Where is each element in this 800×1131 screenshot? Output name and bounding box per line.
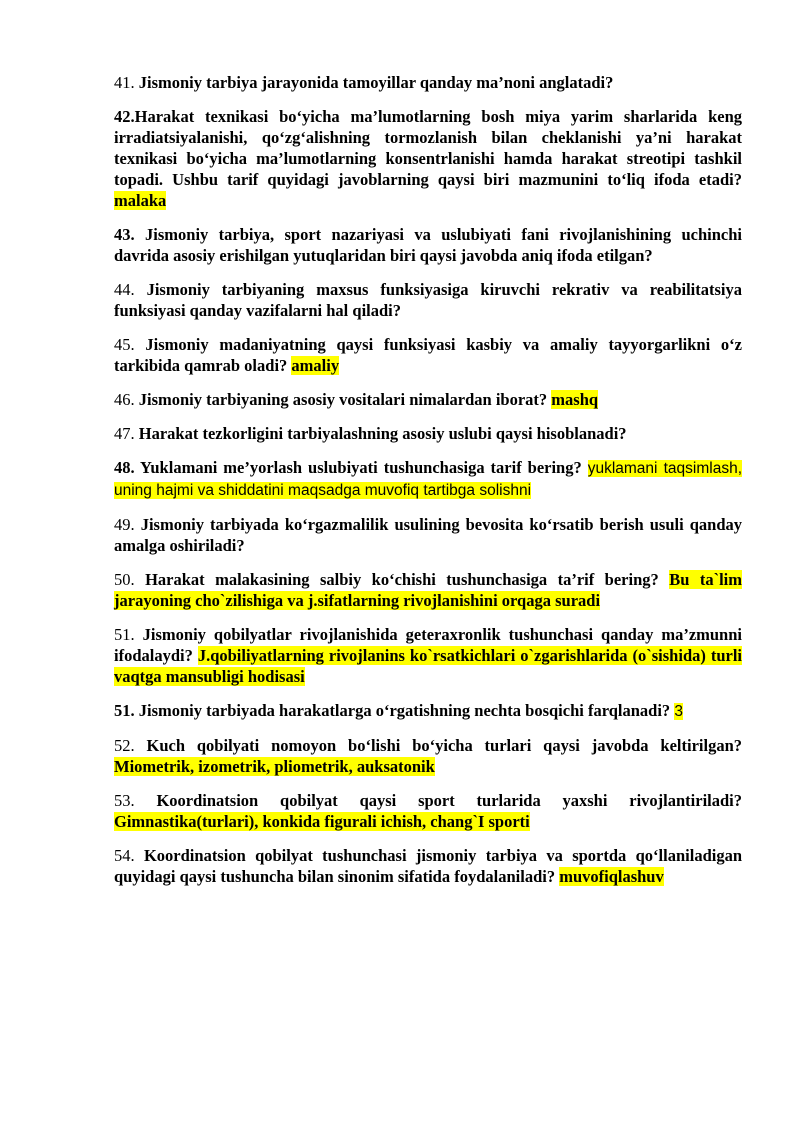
question-item xyxy=(114,224,742,266)
question-item xyxy=(114,457,742,501)
question-number: 47. xyxy=(114,424,139,443)
answer-highlight: malaka xyxy=(114,191,167,210)
question-number: 48. xyxy=(114,458,140,477)
question-number: 42. xyxy=(114,107,135,126)
question-text: Jismoniy tarbiyaning asosiy vositalari nimalardan iborat? xyxy=(138,390,552,409)
answer-highlight: Bu ta`lim jarayoning cho`zilishiga va j.sifatlarning rivojlanishini orqaga suradi xyxy=(114,570,742,610)
question-item xyxy=(114,514,742,556)
document-page xyxy=(114,72,742,900)
question-number: 41. xyxy=(114,73,139,92)
answer-highlight: Miometrik, izometrik, pliometrik, auksatonik xyxy=(114,757,435,776)
question-item xyxy=(114,845,742,887)
question-item xyxy=(114,72,742,93)
question-text: Jismoniy qobilyatlar rivojlanishida geteraxronlik tushunchasi qanday ma’zmunni ifodalaydi? xyxy=(114,625,742,665)
question-item xyxy=(114,334,742,376)
question-text: Jismoniy tarbiyada harakatlarga o‘rgatishning nechta bosqichi farqlanadi? xyxy=(138,701,675,720)
question-number: 44. xyxy=(114,280,147,299)
question-number: 50. xyxy=(114,570,146,589)
question-number: 51. xyxy=(114,625,143,644)
question-text: Harakat malakasining salbiy ko‘chishi tushunchasiga ta’rif bering? xyxy=(145,570,670,589)
answer-highlight: amaliy xyxy=(291,356,340,375)
question-number: 49. xyxy=(114,515,141,534)
question-item xyxy=(114,735,742,777)
answer-highlight: yuklamani taqsimlash, uning hajmi va shiddatini maqsadga muvofiq tartibga solishni xyxy=(114,460,743,499)
question-text: Harakat texnikasi bo‘yicha ma’lumotlarning bosh miya yarim sharlarida keng irradiatsiyalanishi, qo‘zg‘alishning tormozlanish bilan cheklanishi ya’ni harakat texnikasi bo‘yicha ma’lumotlarning konsentrlanishi hamda harakat streotipi tashkil topadi. Ushbu tarif quyidagi javoblarning qaysi biri mazmunini to‘liq ifoda etadi? xyxy=(114,107,742,189)
question-text: Koordinatsion qobilyat tushunchasi jismoniy tarbiya va sportda qo‘llaniladigan quyidagi qaysi tushuncha bilan sinonim sifatida foydalaniladi? xyxy=(114,846,743,886)
question-item xyxy=(114,569,742,611)
answer-highlight: Gimnastika(turlari), konkida figurali ichish, chang`I sporti xyxy=(114,812,530,831)
question-text: Jismoniy tarbiyada ko‘rgazmalilik usulining bevosita ko‘rsatib berish usuli qanday amalga oshiriladi? xyxy=(114,515,743,555)
question-item xyxy=(114,423,742,444)
question-item xyxy=(114,790,742,832)
answer-highlight: J.qobiliyatlarning rivojlanins ko`rsatkichlari o`zgarishlarida (o`sishida) turli vaqtga mansubligi hodisasi xyxy=(114,646,742,686)
answer-highlight: muvofiqlashuv xyxy=(559,867,664,886)
question-item xyxy=(114,700,742,722)
question-number: 53. xyxy=(114,791,157,810)
question-text: Yuklamani me’yorlash uslubiyati tushunchasiga tarif bering? xyxy=(139,458,588,477)
question-number: 52. xyxy=(114,736,147,755)
question-text: Koordinatsion qobilyat qaysi sport turlarida yaxshi rivojlantiriladi? xyxy=(156,791,742,810)
question-number: 43. xyxy=(114,225,146,244)
answer-highlight: mashq xyxy=(551,390,599,409)
question-item xyxy=(114,624,742,687)
question-text: Harakat tezkorligini tarbiyalashning asosiy uslubi qaysi hisoblanadi? xyxy=(138,424,627,443)
question-text: Jismoniy tarbiya, sport nazariyasi va uslubiyati fani rivojlanishining uchinchi davrida asosiy erishilgan yutuqlaridan biri qaysi javobda aniq ifoda etilgan? xyxy=(114,225,742,265)
question-item xyxy=(114,389,742,410)
question-text: Kuch qobilyati nomoyon bo‘lishi bo‘yicha turlari qaysi javobda keltirilgan? xyxy=(146,736,742,755)
question-number: 51. xyxy=(114,701,139,720)
question-item xyxy=(114,279,742,321)
question-number: 46. xyxy=(114,390,139,409)
answer-highlight: 3 xyxy=(674,703,683,720)
question-item xyxy=(114,106,742,211)
question-text: Jismoniy tarbiyaning maxsus funksiyasiga kiruvchi rekrativ va reabilitatsiya funksiyasi qanday vazifalarni hal qiladi? xyxy=(114,280,742,320)
question-number: 45. xyxy=(114,335,146,354)
question-number: 54. xyxy=(114,846,144,865)
question-text: Jismoniy tarbiya jarayonida tamoyillar qanday ma’noni anglatadi? xyxy=(138,73,614,92)
question-text: Jismoniy madaniyatning qaysi funksiyasi kasbiy va amaliy tayyorgarlikni o‘z tarkibida qamrab oladi? xyxy=(114,335,742,375)
